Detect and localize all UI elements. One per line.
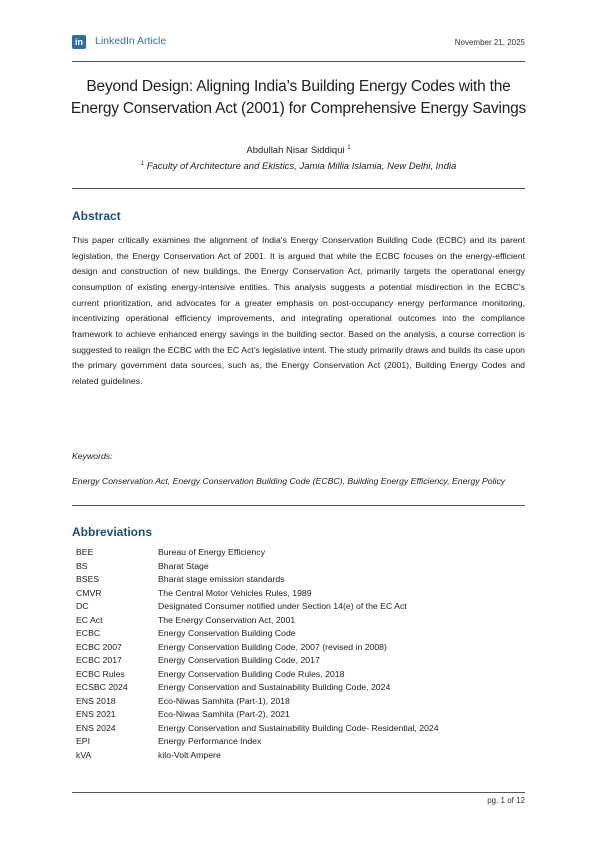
abbreviation-row [76,600,439,614]
abbreviation-definition: Energy Conservation Building Code, 2007 (revised in 2008) [158,641,387,652]
abbreviation-definition: Energy Conservation and Sustainability Building Code, 2024 [158,682,391,692]
abbreviation-term: DC [76,601,89,611]
abbreviation-term: BSES [76,574,100,584]
abbreviation-term: ECBC 2017 [76,655,122,665]
keywords-text: Energy Conservation Act, Energy Conservation Building Code (ECBC), Building Energy Efficiency, Energy Policy [72,476,506,486]
abbreviation-definition: Energy Performance Index [158,736,262,746]
abbreviation-definition: The Energy Conservation Act, 2001 [158,614,296,625]
abbreviation-definition: kilo-Volt Ampere [158,749,221,760]
abbreviation-row [76,695,439,709]
abbreviation-term: ECBC [76,628,101,638]
abbreviation-definition: Eco-Niwas Samhita (Part-2), 2021 [158,709,290,719]
linkedin-article-link[interactable]: LinkedIn Article [95,35,167,47]
abbreviation-row [76,749,439,763]
abbreviation-term: ECBC 2007 [76,641,122,652]
abbreviation-row [76,573,439,587]
abstract-body: This paper critically examines the alignment of India's Energy Conservation Building Code (ECBC) and its parent legislation, the Energy Conservation Act of 2001. It is argued that while the ECBC focuses on the energy-efficient design and construction of new buildings, the Energy Conservation Act, primarily targets the operational energy consumption of existing energy-intensive entities. This analysis suggests a potential misdirection in the ECBC's current prioritization, and advocates for a greater emphasis on post-occupancy energy performance monitoring, incentivizing operational efficiency improvements, and integrating operational outcomes into the compliance framework to achieve enhanced energy savings in the building sector. Based on the analysis, a course correction is suggested to realign the ECBC with the EC Act's legislative intent. The study primarily draws and builds its case upon the primary government data sources, such as, the Energy Conservation Act (2001), Building Energy Codes and related guidelines. [72,235,525,386]
top-bar [72,34,525,52]
title-divider [72,188,525,189]
paper-title: Beyond Design: Aligning India’s Building Energy Codes with the Energy Conservation Act (2001) for Comprehensive Energy Savings [70,78,527,117]
abbreviation-term: ENS 2018 [76,695,116,706]
abbreviation-definition: Bureau of Energy Efficiency [158,547,266,557]
abbreviation-row [76,681,439,695]
abbreviation-term: ENS 2021 [76,709,116,719]
abbreviation-definition: Bharat Stage [158,560,209,571]
abbreviation-definition: Energy Conservation and Sustainability Building Code- Residential, 2024 [158,722,439,733]
abbreviation-row [76,722,439,736]
abbreviation-definition: Energy Conservation Building Code Rules, 2018 [158,668,345,679]
abbreviation-row [76,735,439,749]
abbreviation-term: ECSBC 2024 [76,682,128,692]
abbreviation-term: BEE [76,547,94,557]
abbreviation-row [76,546,439,560]
abbreviation-term: BS [76,560,88,571]
author-name: Abdullah Nisar Siddiqui $^1$ [246,145,351,157]
abbreviation-definition: Energy Conservation Building Code, 2017 [158,655,320,665]
abbreviation-term: CMVR [76,587,102,598]
abbreviation-row [76,641,439,655]
abbreviation-definition: Eco-Niwas Samhita (Part-1), 2018 [158,695,290,706]
keywords-label: Keywords: [72,451,113,461]
author-affiliation: $^1$ Faculty of Architecture and Ekistics, Jamia Millia Islamia, New Delhi, India [140,161,457,173]
abbreviation-row [76,668,439,682]
abbreviations-table [76,546,439,762]
linkedin-icon[interactable]: in [72,35,86,49]
paper-page [72,0,525,842]
footer-divider [72,792,525,793]
publication-date: November 21, 2025 [454,38,525,47]
abbreviation-term: kVA [76,749,92,760]
abbreviation-definition: Designated Consumer notified under Section 14(e) of the EC Act [158,601,407,611]
abstract-heading: Abstract [72,209,121,223]
abbreviations-heading: Abbreviations [72,525,153,539]
keywords-divider [72,505,525,506]
abbreviation-row [76,627,439,641]
abbreviation-term: ECBC Rules [76,668,125,679]
page-number: pg. 1 of 12 [487,796,525,805]
abbreviation-row [76,587,439,601]
abbreviation-definition: Bharat stage emission standards [158,574,285,584]
abbreviation-definition: Energy Conservation Building Code [158,628,296,638]
abbreviation-term: EC Act [76,614,103,625]
header-divider [72,61,525,62]
abbreviation-row [76,560,439,574]
abbreviation-row [76,654,439,668]
abbreviation-row [76,614,439,628]
abbreviation-definition: The Central Motor Vehicles Rules, 1989 [158,587,312,598]
abbreviation-term: ENS 2024 [76,722,116,733]
abbreviation-row [76,708,439,722]
abbreviation-term: EPI [76,736,91,746]
